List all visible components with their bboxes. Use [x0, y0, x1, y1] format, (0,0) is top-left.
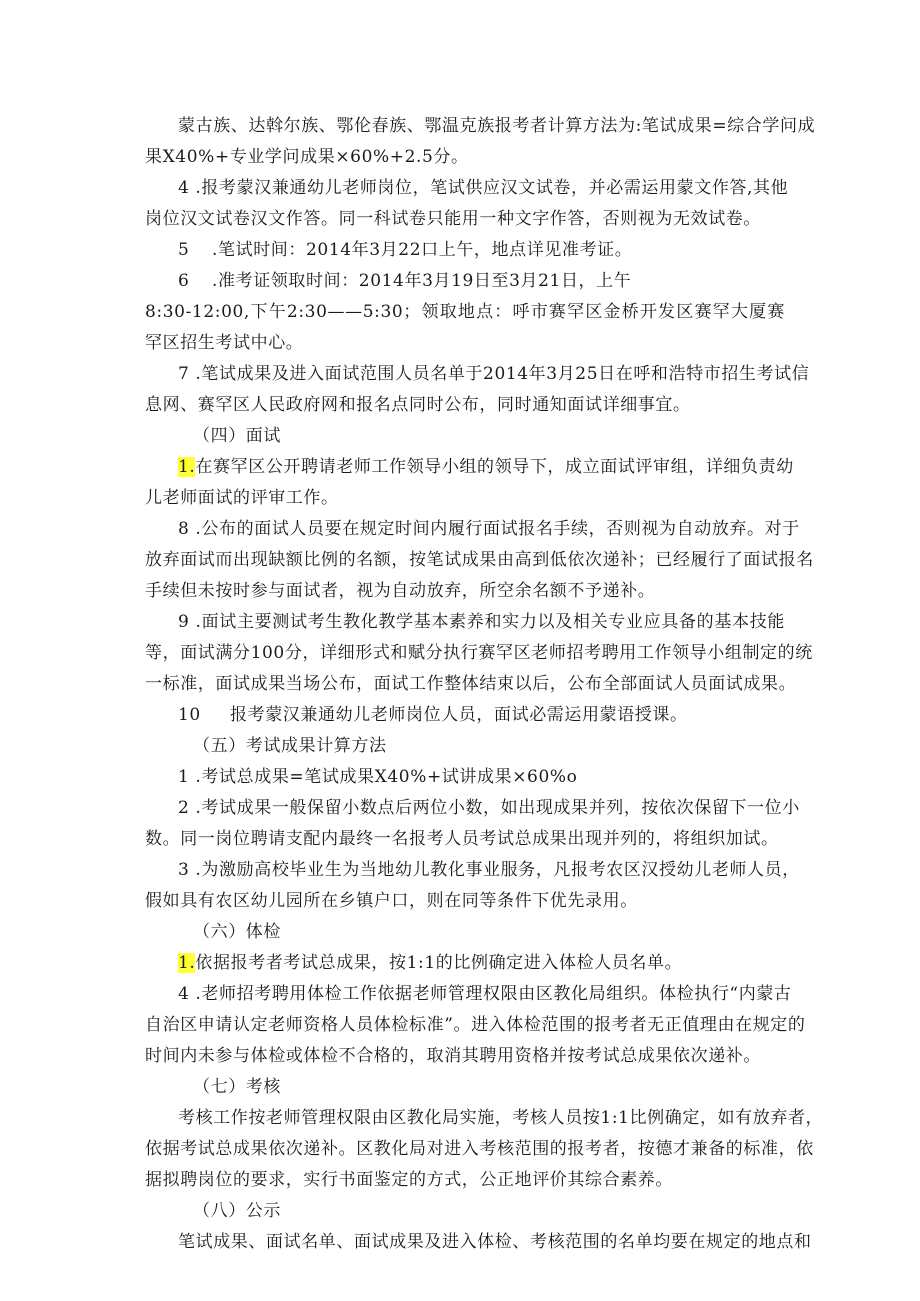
section-heading: （五）考试成果计算方法: [193, 736, 387, 756]
paragraph-line: 4 .报考蒙汉兼通幼儿老师岗位，笔试供应汉文试卷，并必需运用蒙文作答,其他: [178, 178, 789, 198]
paragraph-line: 2 .考试成果一般保留小数点后两位小数，如出现成果并列，按依次保留下一位小: [178, 798, 800, 818]
highlighted-number: 1.: [178, 953, 196, 973]
paragraph-line: 假如具有农区幼儿园所在乡镇户口，则在同等条件下优先录用。: [145, 891, 638, 911]
paragraph-line: 时间内未参与体检或体检不合格的，取消其聘用资格并按考试总成果依次递补。: [145, 1046, 761, 1066]
paragraph-line: [178, 238, 785, 262]
paragraph-line: 数。同一岗位聘请支配内最终一名报考人员考试总成果出现并列的，将组织加试。: [145, 829, 779, 849]
paragraph-line: 果X40%+专业学问成果×60%+2.5分。: [145, 147, 469, 167]
paragraph-line: 岗位汉文试卷汉文作答。同一科试卷只能用一种文字作答，否则视为无效试卷。: [145, 209, 761, 229]
item-text: .笔试时间：2014年3月22口上午，地点详见准考证。: [212, 240, 633, 260]
paragraph-line: 一标准，面试成果当场公布，面试工作整体结束以后，公布全部面试人员面试成果。: [145, 674, 797, 694]
section-heading: （七）考核: [193, 1077, 281, 1097]
paragraph-line: 据拟聘岗位的要求，实行书面鉴定的方式，公正地评价其综合素养。: [145, 1170, 673, 1190]
paragraph-line: 依据考试总成果依次递补。区教化局对进入考核范围的报考者，按德才兼备的标准，依: [145, 1139, 814, 1159]
paragraph-line: 1 .考试总成果=笔试成果X40%+试讲成果×60%o: [178, 767, 578, 787]
paragraph-line: 蒙古族、达斡尔族、鄂伦春族、鄂温克族报考者计算方法为:笔试成果=综合学问成: [178, 116, 816, 136]
paragraph-line: 8 .公布的面试人员要在规定时间内履行面试报名手续，否则视为自动放弃。对于: [178, 519, 800, 539]
paragraph-line: 手续但未按时参与面试者，视为自动放弃，所空余名额不予递补。: [145, 581, 656, 601]
paragraph-line: 9 .面试主要测试考生教化教学基本素养和实力以及相关专业应具备的基本技能: [178, 612, 785, 632]
paragraph-line: 儿老师面试的评审工作。: [145, 488, 339, 508]
paragraph-line: 自治区申请认定老师资格人员体检标准”。进入体检范围的报考者无正值理由在规定的: [145, 1015, 806, 1035]
paragraph-line: [178, 703, 785, 727]
paragraph-line: 等，面试满分100分，详细形式和赋分执行赛罕区老师招考聘用工作领导小组制定的统: [145, 643, 813, 663]
paragraph-line: 4 .老师招考聘用体检工作依据老师管理权限由区教化局组织。体检执行“内蒙古: [178, 984, 792, 1004]
section-heading: （八）公示: [193, 1201, 281, 1221]
paragraph-line: [178, 269, 785, 293]
item-text: 在赛罕区公开聘请老师工作领导小组的领导下，成立面试评审组，详细负责幼: [195, 457, 794, 477]
paragraph-line: 放弃面试而出现缺额比例的名额，按笔试成果由高到低依次递补；已经履行了面试报名: [145, 550, 814, 570]
paragraph-line: 笔试成果、面试名单、面试成果及进入体检、考核范围的名单均要在规定的地点和: [178, 1232, 812, 1252]
paragraph-line: 8:30-12:00,下午2:30——5:30；领取地点：呼市赛罕区金桥开发区赛罕大厦赛: [145, 302, 785, 322]
paragraph-line: 考核工作按老师管理权限由区教化局实施，考核人员按1:1比例确定，如有放弃者，: [178, 1108, 824, 1128]
item-number: 5: [178, 240, 190, 260]
section-heading: （六）体检: [193, 922, 281, 942]
item-text: 依据报考者考试总成果，按1:1的比例确定进入体检人员名单。: [195, 953, 683, 973]
paragraph-line: 息网、赛罕区人民政府网和报名点同时公布，同时通知面试详细事宜。: [145, 395, 691, 415]
item-number: 6: [178, 271, 190, 291]
paragraph-line: 罕区招生考试中心。: [145, 333, 304, 353]
highlighted-number: 1.: [178, 457, 196, 477]
paragraph-line: [178, 951, 785, 975]
paragraph-line: [178, 455, 794, 479]
paragraph-line: 3 .为激励高校毕业生为当地幼儿教化事业服务，凡报考农区汉授幼儿老师人员，: [178, 860, 800, 880]
paragraph-line: 7 .笔试成果及进入面试范围人员名单于2014年3月25日在呼和浩特市招生考试信: [178, 364, 810, 384]
item-number: 10: [178, 705, 201, 725]
item-text: .准考证领取时间：2014年3月19日至3月21日，上午: [212, 271, 632, 291]
item-text: 报考蒙汉兼通幼儿老师岗位人员，面试必需运用蒙语授课。: [230, 705, 688, 725]
section-heading: （四）面试: [193, 426, 281, 446]
